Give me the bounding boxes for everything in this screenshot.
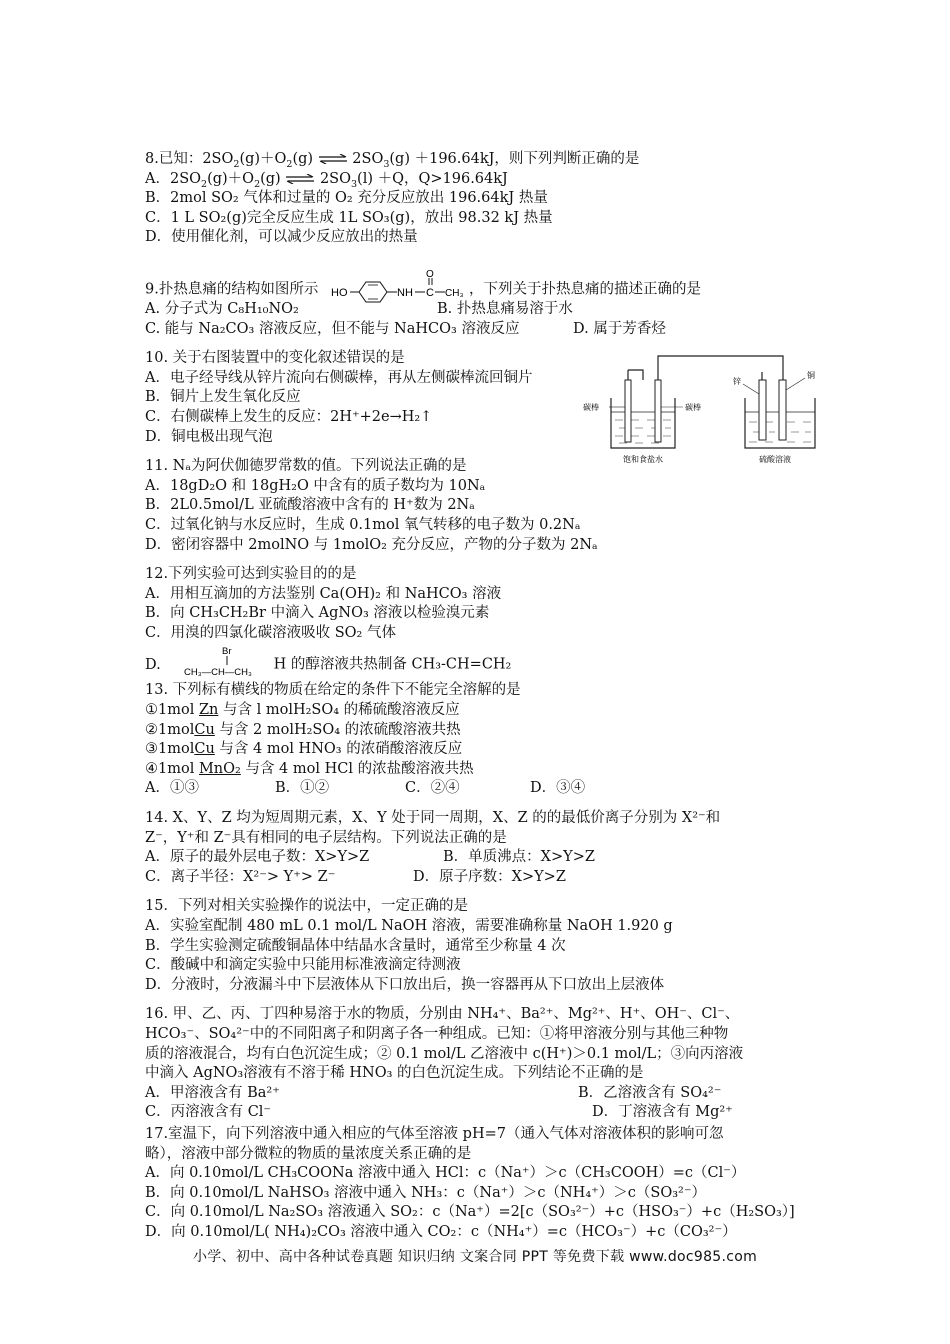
mol-nh: NH (396, 286, 413, 299)
paracetamol-structure (331, 270, 471, 306)
mol-br: Br (221, 646, 232, 658)
q8-option-b: B．2mol SO₂ 气体和过量的 O₂ 充分反应放出 196.64kJ 热量 (145, 190, 548, 207)
exam-page (145, 150, 825, 1253)
q13-item-4: ④1mol MnO₂ 与含 4 mol HCl 的浓盐酸溶液共热 (145, 760, 474, 777)
q11-option-d: D．密闭容器中 2molNO 与 1molO₂ 充分反应，产物的分子数为 2Nₐ (145, 536, 598, 553)
q9-stem: 9.扑热息痛的结构如图所示 HO NH C O CH₃ ，下列关于扑热息痛的描述正确的是 (145, 270, 825, 300)
q12-option-c: C．用溴的四氯化碳溶液吸收 SO₂ 气体 (145, 624, 396, 641)
q14-option-a: A．原子的最外层电子数：X>Y>Z (145, 849, 370, 866)
q13-option-d: D．③④ (530, 780, 586, 797)
question-17 (145, 1125, 825, 1243)
q11-stem: 11. Nₐ为阿伏伽德罗常数的值。下列说法正确的是 (145, 458, 467, 475)
q16-option-b: B．乙溶液含有 SO₄²⁻ (578, 1084, 722, 1101)
fig-left-rod-2: 碳棒 (685, 403, 701, 412)
q15-option-a: A．实验室配制 480 mL 0.1 mol/L NaOH 溶液，需要准确称量 NaOH 1.920 g (145, 918, 673, 934)
q13-option-b: B．①② (275, 780, 330, 797)
q11-option-a: A．18gD₂O 和 18gH₂O 中含有的质子数均为 10Nₐ (145, 477, 486, 494)
q16-options-ab (145, 1084, 825, 1104)
q16-line-3: 质的溶液混合，均有白色沉淀生成；② 0.1 mol/L 乙溶液中 c(H⁺)＞0.1 mol/L；③向丙溶液 (145, 1045, 744, 1062)
question-12 (145, 565, 825, 679)
q14-options-ab (145, 848, 825, 868)
q16-line-2: HCO₃⁻、SO₄²⁻中的不同阳离子和阴离子各一种组成。已知：①将甲溶液分别与其他三种物 (145, 1025, 729, 1042)
q8-option-c: C．1 L SO₂(g)完全反应生成 1L SO₃(g)，放出 98.32 kJ 热量 (145, 209, 553, 226)
q10-option-b: B．铜片上发生氧化反应 (145, 389, 301, 406)
question-14 (145, 809, 825, 887)
q9-option-c: C. 能与 Na₂CO₃ 溶液反应，但不能与 NaHCO₃ 溶液反应 (145, 320, 520, 337)
q11-option-b: B．2L0.5mol/L 亚硫酸溶液中含有的 H⁺数为 2Nₐ (145, 497, 475, 514)
q15-option-b: B．学生实验测定硫酸铜晶体中结晶水含量时，通常至少称量 4 次 (145, 937, 566, 954)
fig-right-solution: 硫酸溶液 (759, 455, 791, 464)
q8-stem: 8.已知：$2SO_2(g)+O_2(g)$ $2SO_3(g) +196.64kJ$，则下列判断正确的是 (145, 151, 640, 170)
q12-stem: 12.下列实验可达到实验目的的是 (145, 566, 357, 583)
q16-option-c: C．丙溶液含有 Cl⁻ (145, 1104, 272, 1121)
q12-option-b: B．向 CH₃CH₂Br 中滴入 AgNO₃ 溶液以检验溴元素 (145, 605, 490, 622)
q9-options-cd (145, 320, 825, 340)
q16-line-1: 16. 甲、乙、丙、丁四种易溶于水的物质，分别由 NH₄⁺、Ba²⁺、Mg²⁺、H⁺、OH⁻、Cl⁻、 (145, 1006, 740, 1023)
q14-options-cd (145, 868, 825, 888)
q14-line-1: 14. X、Y、Z 均为短周期元素，X、Y 处于同一周期，X、Z 的的最低价离子分别为 X²⁻和 (145, 810, 721, 827)
q9-option-d: D. 属于芳香烃 (573, 320, 666, 337)
left-cell (583, 364, 701, 464)
q13-options (145, 779, 825, 799)
fig-zinc-label: 锌 (733, 377, 741, 386)
q12-option-a: A．用相互滴加的方法鉴别 Ca(OH)₂ 和 NaHCO₃ 溶液 (145, 585, 502, 602)
mol-ho: HO (330, 286, 348, 299)
q14-line-2: Z⁻，Y⁺和 Z⁻具有相同的电子层结构。下列说法正确的是 (145, 829, 507, 846)
question-11 (145, 457, 825, 555)
electrolysis-apparatus-figure (583, 350, 828, 470)
q12-option-d: D. Br CH₃—CH—CH₃ H 的醇溶液共热制备 CH₃-CH=CH₂ (145, 646, 512, 679)
q16-option-a: A．甲溶液含有 Ba²⁺ (145, 1084, 280, 1101)
q15-option-d: D．分液时，分液漏斗中下层液体从下口放出后，换一容器再从下口放出上层液体 (145, 976, 665, 993)
equilibrium-arrow-icon (285, 174, 315, 184)
question-9 (145, 270, 825, 339)
q10-option-d: D．铜电极出现气泡 (145, 428, 273, 445)
fig-left-solution: 饱和食盐水 (623, 455, 663, 464)
q13-item-2: ②1molCu 与含 2 molH₂SO₄ 的浓硫酸溶液共热 (145, 721, 461, 738)
q13-option-a: A．①③ (145, 780, 199, 797)
connecting-wire (658, 356, 783, 380)
q17-option-b: B．向 0.10mol/L NaHSO₃ 溶液中通入 NH₃：c（Na⁺）＞c（NH₄⁺）＞c（SO₃²⁻） (145, 1184, 707, 1201)
q17-line-2: 略），溶液中部分微粒的物质的量浓度关系正确的是 (145, 1145, 472, 1162)
fig-left-rod-1: 碳棒 (583, 403, 599, 412)
bromopropane-structure (182, 645, 274, 679)
q10-option-c: C．右侧碳棒上发生的反应：2H⁺+2e→H₂↑ (145, 408, 433, 425)
q17-option-d: D．向 0.10mol/L( NH₄)₂CO₃ 溶液中通入 CO₂：c（NH₄⁺）=c（HCO₃⁻）+c（CO₃²⁻） (145, 1223, 737, 1240)
question-13 (145, 681, 825, 799)
q9-option-b: B. 扑热息痛易溶于水 (437, 300, 573, 317)
mol-c: C (425, 286, 434, 299)
q10-option-a: A．电子经导线从锌片流向右侧碳棒，再从左侧碳棒流回铜片 (145, 369, 533, 386)
q14-option-d: D．原子序数：X>Y>Z (413, 868, 566, 885)
q15-stem: 15．下列对相关实验操作的说法中，一定正确的是 (145, 898, 468, 915)
question-16 (145, 1005, 825, 1123)
q9-options-ab (145, 300, 825, 320)
q16-options-cd (145, 1103, 825, 1123)
q16-option-d: D．丁溶液含有 Mg²⁺ (592, 1104, 733, 1121)
q13-item-3: ③1molCu 与含 4 mol HNO₃ 的浓硝酸溶液反应 (145, 741, 463, 758)
mol-ch3: CH₃ (444, 287, 464, 299)
page-footer: 小学、初中、高中各种试卷真题 知识归纳 文案合同 PPT 等免费下载 www.doc985.com (192, 1249, 758, 1265)
q14-option-c: C．离子半径：X²⁻> Y⁺> Z⁻ (145, 868, 336, 885)
q16-line-4: 中滴入 AgNO₃溶液有不溶于稀 HNO₃ 的白色沉淀生成。下列结论不正确的是 (145, 1065, 644, 1082)
q9-option-a: A. 分子式为 C₈H₁₀NO₂ (145, 300, 299, 317)
q10-stem: 10. 关于右图装置中的变化叙述错误的是 (145, 350, 405, 367)
q11-option-c: C．过氧化钠与水反应时，生成 0.1mol 氧气转移的电子数为 0.2Nₐ (145, 516, 581, 533)
q8-option-d: D．使用催化剂，可以减少反应放出的热量 (145, 229, 418, 246)
q13-item-1: ①1mol Zn 与含 l molH₂SO₄ 的稀硫酸溶液反应 (145, 702, 460, 719)
mol-o: O (425, 269, 434, 280)
question-8 (145, 150, 825, 248)
fig-copper-label: 铜 (807, 371, 815, 380)
mol-chain: CH₃—CH—CH₃ (183, 667, 252, 679)
q15-option-c: C．酸碱中和滴定实验中只能用标准液滴定待测液 (145, 957, 461, 974)
right-cell (733, 370, 815, 464)
q17-option-a: A．向 0.10mol/L CH₃COONa 溶液中通入 HCl：c（Na⁺）＞c（CH₃COOH）=c（Cl⁻） (145, 1165, 746, 1182)
equilibrium-arrow-icon (318, 154, 348, 164)
q13-stem: 13. 下列标有横线的物质在给定的条件下不能完全溶解的是 (145, 682, 521, 699)
q13-option-c: C．②④ (405, 780, 460, 797)
q14-option-b: B．单质沸点：X>Y>Z (443, 849, 595, 866)
q17-option-c: C．向 0.10mol/L Na₂SO₃ 溶液通入 SO₂：c（Na⁺）=2[c（SO₃²⁻）+c（HSO₃⁻）+c（H₂SO₃）] (145, 1204, 795, 1221)
q8-option-a: A．$2SO_2(g)+O_2(g)$ $2SO_3(l) +Q$，Q>196.64kJ (145, 170, 508, 190)
q17-line-1: 17.室温下，向下列溶液中通入相应的气体至溶液 pH=7（通入气体对溶液体积的影响可忽 (145, 1125, 724, 1142)
question-15 (145, 897, 825, 995)
